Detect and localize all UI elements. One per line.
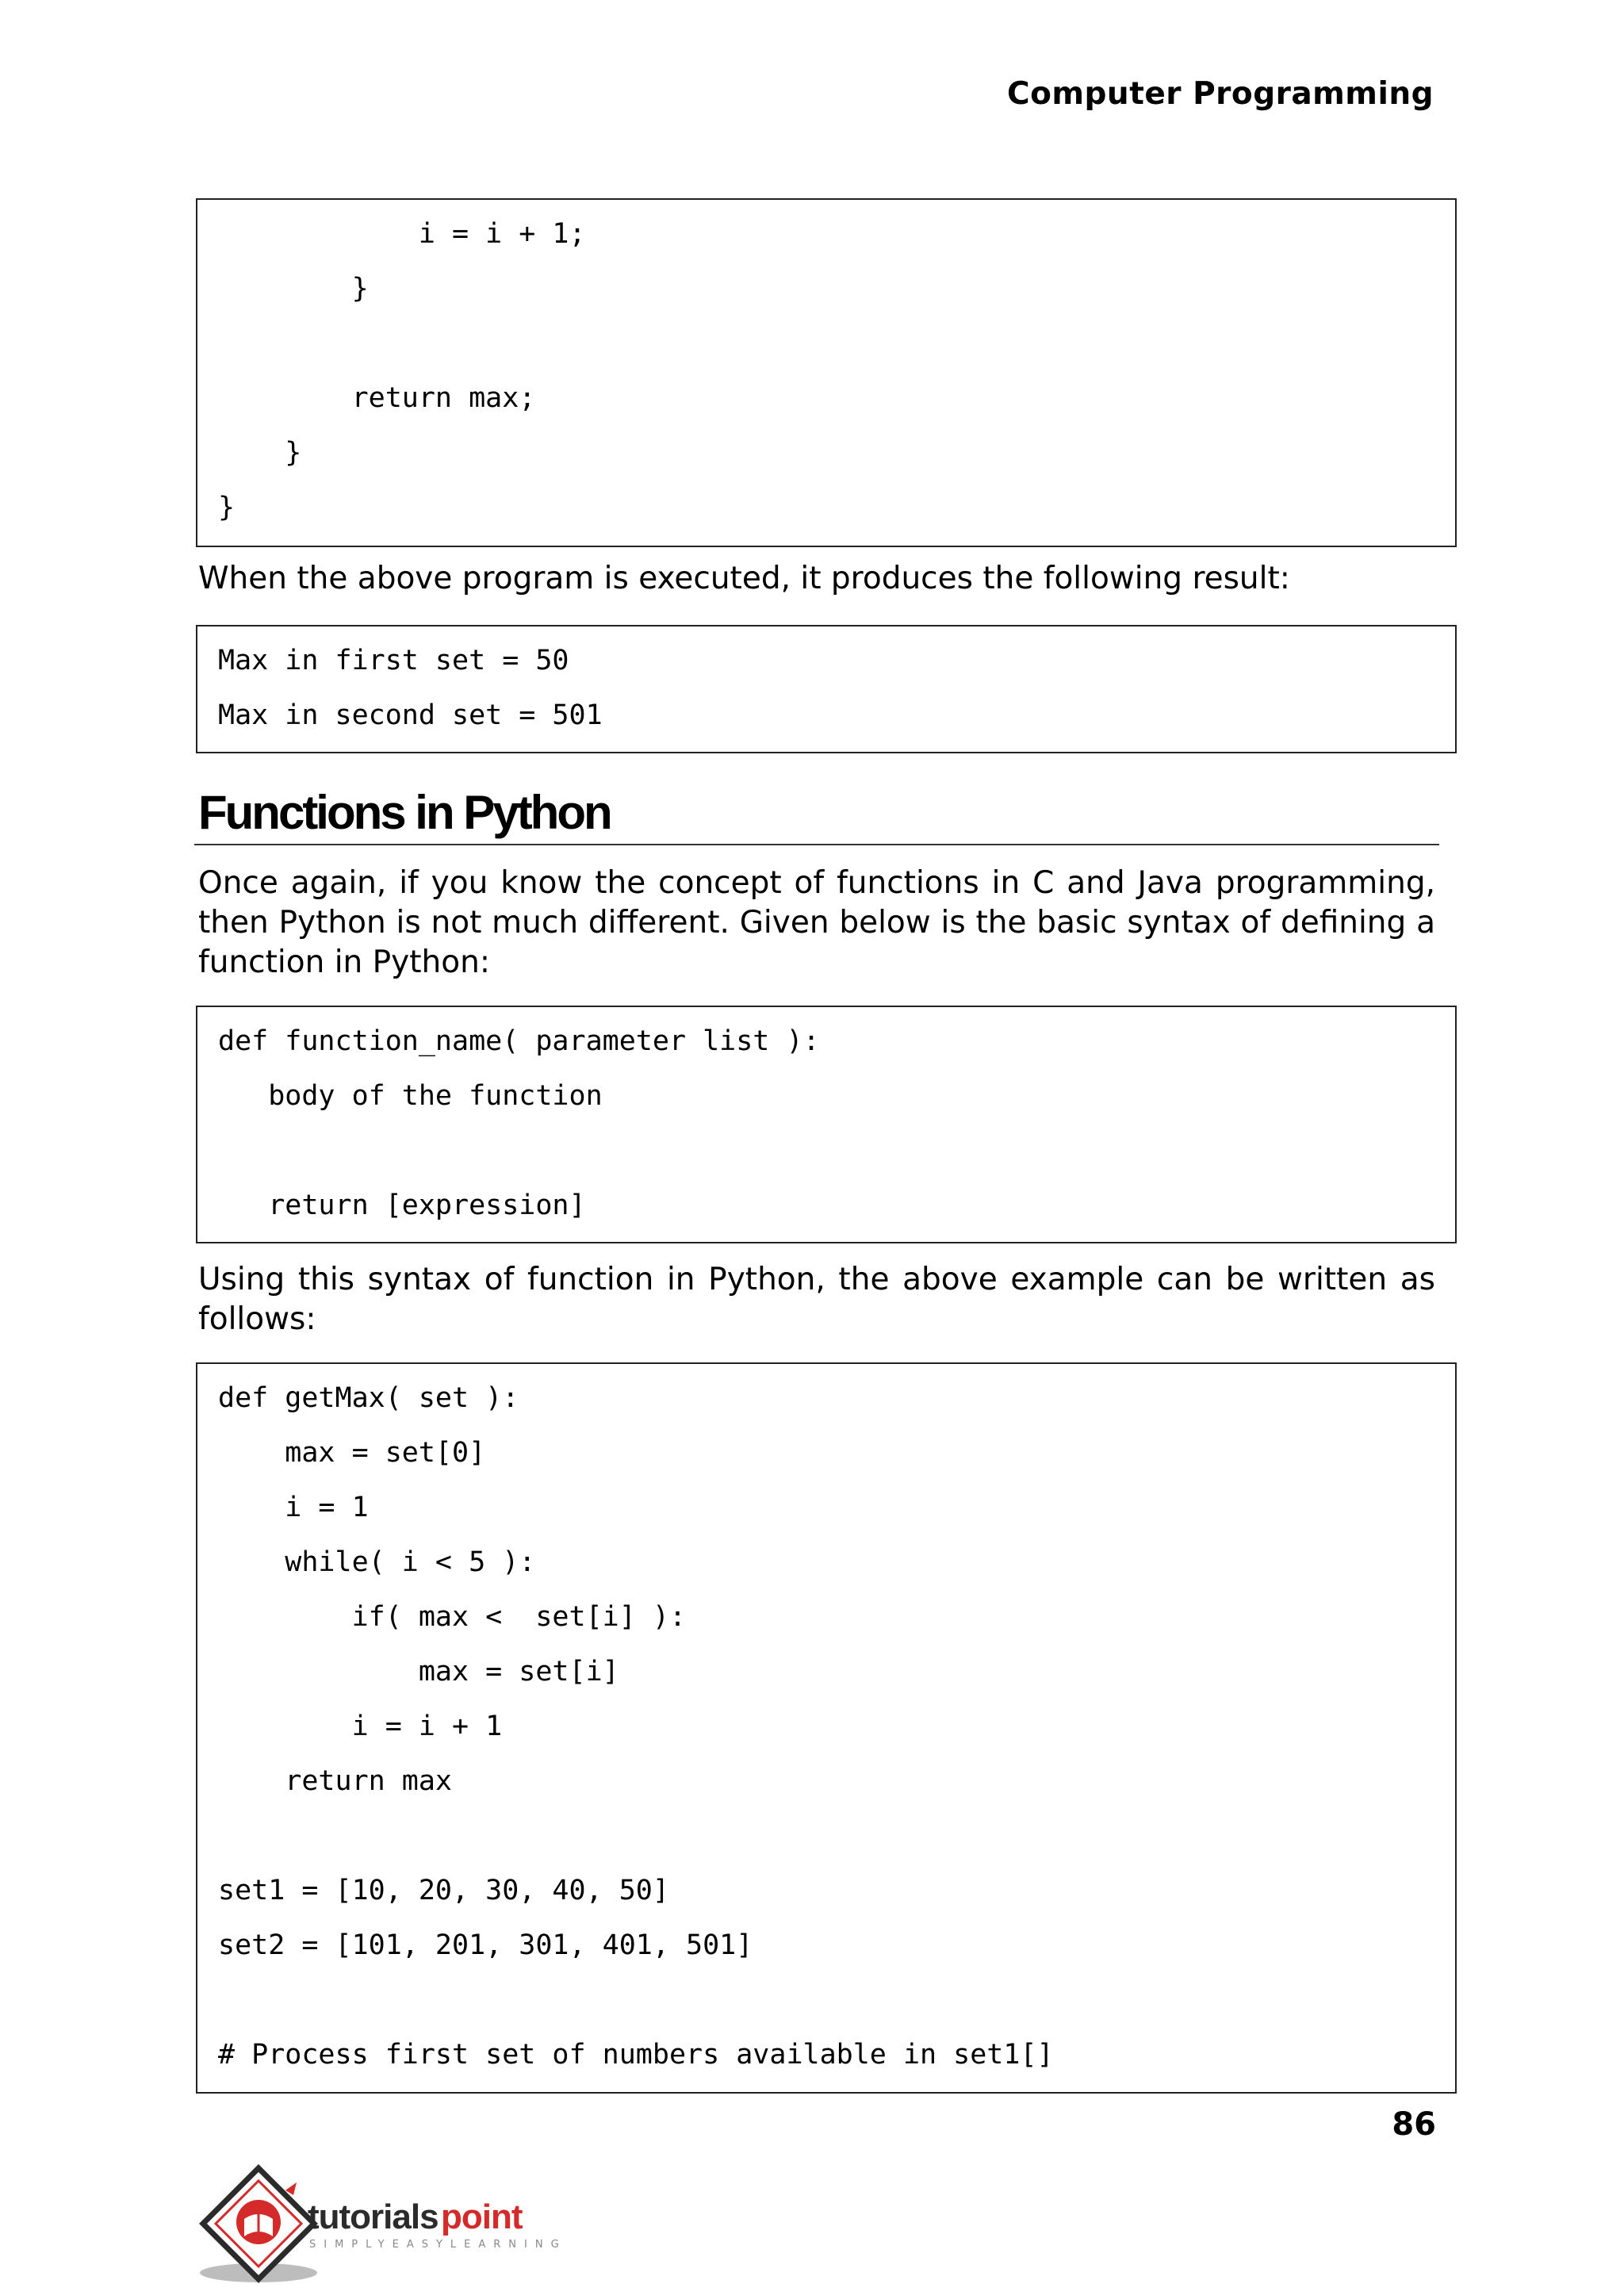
code-line: max = set[0]	[218, 1437, 486, 1469]
code-line: def function_name( parameter list ):	[218, 1025, 820, 1057]
section-title: Functions in Python	[198, 786, 611, 839]
code-line: i = 1	[218, 1492, 369, 1523]
code-line: i = i + 1	[218, 1711, 503, 1742]
code-line: return max;	[218, 382, 536, 414]
output-block	[196, 625, 1457, 753]
syntax-code-block	[196, 1006, 1457, 1243]
code-line: def getMax( set ):	[218, 1382, 519, 1414]
code-line: set2 = [101, 201, 301, 401, 501]	[218, 1929, 753, 1961]
python-example-code-block	[196, 1362, 1457, 2094]
section-intro-text: Once again, if you know the concept of functions in C and Java programming, then Python is not much different. Given below is the basic syntax of defining a function in Python:	[198, 865, 1435, 980]
running-header: Computer Programming	[1006, 76, 1434, 112]
result-intro-text: When the above program is executed, it produces the following result:	[198, 561, 1290, 596]
code-line: while( i < 5 ):	[218, 1546, 536, 1578]
code-line: return max	[218, 1765, 453, 1797]
logo-tagline: SIMPLYEASYLEARNING	[309, 2239, 567, 2251]
code-line: }	[218, 273, 369, 305]
code-line: }	[218, 492, 236, 523]
section-divider	[194, 844, 1439, 845]
code-line: return [expression]	[218, 1190, 586, 1221]
code-line: max = set[i]	[218, 1656, 619, 1688]
example-intro-text: Using this syntax of function in Python, the above example can be written as follows:	[198, 1262, 1435, 1337]
code-line: set1 = [10, 20, 30, 40, 50]	[218, 1875, 669, 1906]
output-line: Max in second set = 501	[218, 699, 603, 731]
code-line: i = i + 1;	[218, 218, 586, 250]
tutorialspoint-logo	[197, 2163, 593, 2286]
logo-wordmark-tutorials: tutorials	[308, 2197, 439, 2236]
page-number: 86	[1392, 2106, 1436, 2143]
code-line: }	[218, 437, 302, 469]
output-line: Max in first set = 50	[218, 645, 569, 676]
code-line: body of the function	[218, 1080, 603, 1112]
logo-wordmark-point: point	[441, 2197, 523, 2236]
code-block-java-end	[196, 198, 1457, 547]
code-line: # Process first set of numbers available in set1[]	[218, 2039, 1054, 2071]
code-line: if( max < set[i] ):	[218, 1601, 687, 1633]
